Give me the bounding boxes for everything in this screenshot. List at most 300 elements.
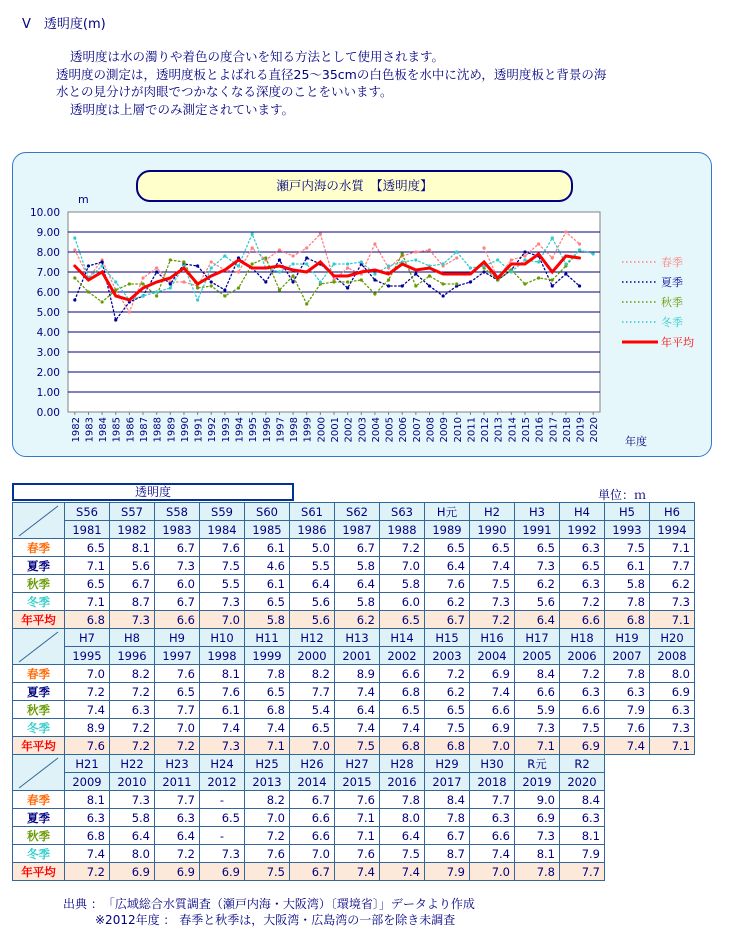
y-tick-label: 9.00 (36, 227, 60, 239)
data-point (223, 294, 226, 297)
value-cell: 7.6 (425, 575, 470, 593)
data-point (523, 254, 526, 257)
value-cell: 6.4 (380, 827, 425, 845)
table-row (13, 809, 605, 827)
year-header: 1985 (245, 521, 290, 539)
value-cell: 6.2 (425, 593, 470, 611)
value-cell: 7.2 (155, 845, 200, 863)
value-cell: 5.8 (605, 575, 650, 593)
year-header: 1995 (65, 647, 110, 665)
value-cell: 6.1 (245, 575, 290, 593)
value-cell: 7.5 (605, 539, 650, 557)
value-cell: 7.5 (560, 719, 605, 737)
table-row (13, 557, 695, 575)
value-cell: 6.4 (155, 827, 200, 845)
value-cell: 8.1 (200, 665, 245, 683)
data-point (414, 272, 417, 275)
source-note: 出典 ： 「広域総合水質調査（瀬戸内海・大阪湾）〔環境省〕」データより作成 (63, 897, 475, 911)
diagonal-line (17, 630, 60, 664)
description-line: 水との見分けが肉眼でつかなくなる深度のことをいいます。 (56, 84, 393, 99)
value-cell: 6.3 (560, 575, 605, 593)
row-label: 秋季 (13, 575, 65, 593)
value-cell: 6.9 (470, 665, 515, 683)
data-point (414, 250, 417, 253)
data-point (346, 280, 349, 283)
row-label: 冬季 (13, 719, 65, 737)
value-cell: 7.8 (425, 809, 470, 827)
era-header: H23 (155, 755, 200, 773)
data-point (319, 280, 322, 283)
era-header: H2 (470, 503, 515, 521)
value-cell: 6.9 (110, 863, 155, 881)
year-header: 1989 (425, 521, 470, 539)
data-point (278, 270, 281, 273)
survey-note: ※2012年度 ： 春季と秋季は，大阪湾・広島湾の一部を除き未調査 (95, 913, 456, 927)
value-cell: 7.9 (560, 845, 605, 863)
value-cell: 7.4 (380, 863, 425, 881)
row-label: 夏季 (13, 809, 65, 827)
y-tick-label: 3.00 (36, 347, 60, 359)
value-cell: 5.8 (245, 611, 290, 629)
value-cell: 6.2 (335, 611, 380, 629)
year-header: 1986 (290, 521, 335, 539)
value-cell: 7.1 (650, 611, 695, 629)
x-tick-label: 1992 (207, 417, 219, 443)
value-cell: 7.6 (335, 845, 380, 863)
x-tick-label: 2018 (561, 417, 573, 443)
era-header: H21 (65, 755, 110, 773)
data-point (101, 300, 104, 303)
row-label: 年平均 (13, 611, 65, 629)
value-cell: 7.6 (245, 845, 290, 863)
value-cell: 7.3 (515, 719, 560, 737)
value-cell: 7.2 (110, 719, 155, 737)
era-header: H22 (110, 755, 155, 773)
value-cell: 9.0 (515, 791, 560, 809)
era-header: H27 (335, 755, 380, 773)
value-cell: 7.8 (245, 665, 290, 683)
value-cell: 6.9 (515, 809, 560, 827)
year-header: 2003 (425, 647, 470, 665)
value-cell: 6.5 (200, 809, 245, 827)
value-cell: 7.4 (335, 719, 380, 737)
data-point (305, 302, 308, 305)
value-cell: 6.8 (425, 737, 470, 755)
value-cell: 7.5 (425, 719, 470, 737)
data-point (332, 280, 335, 283)
value-cell: 7.1 (650, 539, 695, 557)
x-tick-label: 2012 (480, 417, 492, 443)
data-point (360, 260, 363, 263)
data-point (237, 286, 240, 289)
data-point (305, 246, 308, 249)
value-cell: 7.1 (65, 593, 110, 611)
value-cell: 6.9 (560, 737, 605, 755)
value-cell: 7.4 (245, 719, 290, 737)
data-point (551, 256, 554, 259)
y-tick-label: 2.00 (36, 367, 60, 379)
data-point (592, 252, 595, 255)
data-point (523, 258, 526, 261)
value-cell: 6.0 (380, 593, 425, 611)
era-header: H28 (380, 755, 425, 773)
y-tick-label: 0.00 (36, 407, 60, 419)
value-cell: 7.1 (335, 809, 380, 827)
data-point (523, 250, 526, 253)
value-cell: 6.8 (65, 827, 110, 845)
value-cell: 5.5 (290, 557, 335, 575)
table-row (13, 629, 695, 647)
era-header: S59 (200, 503, 245, 521)
value-cell: 5.5 (200, 575, 245, 593)
x-tick-label: 2011 (466, 417, 478, 443)
x-tick-label: 1994 (234, 417, 246, 443)
data-point (469, 266, 472, 269)
value-cell: 7.8 (605, 593, 650, 611)
year-header: 2002 (380, 647, 425, 665)
value-cell: 6.6 (290, 809, 335, 827)
data-point (332, 262, 335, 265)
value-cell: 6.4 (515, 611, 560, 629)
value-cell: 7.4 (200, 719, 245, 737)
x-tick-label: 2002 (343, 417, 355, 443)
era-header: H14 (380, 629, 425, 647)
era-header: S61 (290, 503, 335, 521)
data-point (428, 248, 431, 251)
value-cell: 7.4 (470, 845, 515, 863)
x-tick-label: 2019 (575, 417, 587, 443)
value-cell: 8.7 (110, 593, 155, 611)
value-cell: 7.5 (245, 863, 290, 881)
row-label: 秋季 (13, 827, 65, 845)
value-cell: 7.2 (560, 665, 605, 683)
data-point (387, 284, 390, 287)
value-cell: 7.1 (65, 557, 110, 575)
value-cell: 5.6 (515, 593, 560, 611)
data-point (578, 248, 581, 251)
value-cell: 6.3 (65, 809, 110, 827)
data-point (182, 280, 185, 283)
y-tick-label: 7.00 (36, 267, 60, 279)
data-point (223, 254, 226, 257)
year-header: 1998 (200, 647, 245, 665)
value-cell: 7.0 (290, 737, 335, 755)
value-cell: 6.5 (245, 593, 290, 611)
value-cell: 7.3 (650, 719, 695, 737)
era-header: S60 (245, 503, 290, 521)
data-point (182, 260, 185, 263)
value-cell: 7.4 (380, 719, 425, 737)
description-line: 透明度は水の濁りや着色の度合いを知る方法として使用されます。 (70, 49, 445, 64)
value-cell: 7.2 (65, 683, 110, 701)
value-cell: 6.5 (380, 611, 425, 629)
value-cell: 6.3 (560, 539, 605, 557)
x-tick-label: 2014 (507, 417, 519, 443)
value-cell: 6.4 (335, 701, 380, 719)
value-cell: 6.3 (470, 809, 515, 827)
year-header: 1996 (110, 647, 155, 665)
value-cell: 6.3 (560, 809, 605, 827)
year-header: 2000 (290, 647, 335, 665)
value-cell: 7.5 (335, 737, 380, 755)
x-tick-label: 1988 (152, 417, 164, 443)
value-cell: 6.1 (245, 539, 290, 557)
value-cell: 7.0 (200, 611, 245, 629)
value-cell: 7.3 (200, 737, 245, 755)
data-point (373, 242, 376, 245)
row-label: 冬季 (13, 845, 65, 863)
year-header: 2007 (605, 647, 650, 665)
value-cell: 6.9 (155, 863, 200, 881)
value-cell: 8.2 (110, 665, 155, 683)
data-point (210, 284, 213, 287)
data-point (414, 284, 417, 287)
data-point (73, 298, 76, 301)
value-cell: 7.0 (65, 665, 110, 683)
value-cell: 4.6 (245, 557, 290, 575)
era-header: S63 (380, 503, 425, 521)
value-cell: 7.3 (155, 557, 200, 575)
era-header: H18 (560, 629, 605, 647)
table-corner-cell (13, 503, 65, 539)
table-corner-cell (13, 755, 65, 791)
data-table-block (12, 628, 695, 755)
value-cell: 6.5 (425, 539, 470, 557)
data-point (73, 276, 76, 279)
value-cell: 6.0 (155, 575, 200, 593)
value-cell: 6.7 (425, 611, 470, 629)
era-header: H17 (515, 629, 560, 647)
data-point (578, 242, 581, 245)
value-cell: 6.5 (380, 701, 425, 719)
data-point (278, 258, 281, 261)
data-point (169, 258, 172, 261)
value-cell: 7.1 (335, 827, 380, 845)
value-cell: - (200, 827, 245, 845)
value-cell: 6.5 (155, 683, 200, 701)
value-cell: 7.5 (380, 845, 425, 863)
value-cell: 7.2 (65, 863, 110, 881)
x-tick-label: 1982 (70, 417, 82, 443)
year-header: 2014 (290, 773, 335, 791)
era-header: R元 (515, 755, 560, 773)
value-cell: 6.2 (425, 683, 470, 701)
data-point (455, 282, 458, 285)
value-cell: 7.2 (560, 593, 605, 611)
value-cell: 6.9 (470, 719, 515, 737)
data-point (455, 256, 458, 259)
value-cell: 7.8 (515, 863, 560, 881)
year-header: 2011 (155, 773, 200, 791)
x-tick-label: 1991 (193, 417, 205, 443)
value-cell: 5.8 (335, 557, 380, 575)
value-cell: - (200, 791, 245, 809)
data-point (523, 282, 526, 285)
value-cell: 7.2 (155, 737, 200, 755)
data-point (442, 262, 445, 265)
year-header: 1997 (155, 647, 200, 665)
data-point (455, 250, 458, 253)
x-tick-label: 1999 (302, 417, 314, 443)
value-cell: 7.6 (65, 737, 110, 755)
value-cell: 6.7 (155, 539, 200, 557)
era-header: H29 (425, 755, 470, 773)
era-header: H26 (290, 755, 335, 773)
era-header: S56 (65, 503, 110, 521)
x-tick-label: 1996 (261, 417, 273, 443)
data-point (551, 236, 554, 239)
row-label: 春季 (13, 665, 65, 683)
value-cell: 7.3 (110, 611, 155, 629)
legend-label: 夏季 (661, 276, 683, 289)
value-cell: 6.7 (335, 539, 380, 557)
value-cell: 6.3 (650, 701, 695, 719)
value-cell: 7.7 (155, 791, 200, 809)
row-label: 冬季 (13, 593, 65, 611)
value-cell: 7.6 (200, 539, 245, 557)
year-header: 1990 (470, 521, 515, 539)
year-header: 1991 (515, 521, 560, 539)
data-point (210, 260, 213, 263)
x-tick-label: 2020 (589, 417, 601, 443)
value-cell: 8.0 (650, 665, 695, 683)
year-header: 2020 (560, 773, 605, 791)
data-point (223, 288, 226, 291)
value-cell: 7.0 (470, 737, 515, 755)
data-point (128, 282, 131, 285)
x-tick-label: 1989 (166, 417, 178, 443)
data-point (264, 256, 267, 259)
value-cell: 8.1 (65, 791, 110, 809)
x-tick-label: 2009 (439, 417, 451, 443)
data-point (101, 260, 104, 263)
x-tick-label: 1993 (220, 417, 232, 443)
era-header: H9 (155, 629, 200, 647)
era-header: H15 (425, 629, 470, 647)
value-cell: 7.7 (470, 791, 515, 809)
value-cell: 6.5 (470, 539, 515, 557)
value-cell: 7.7 (560, 863, 605, 881)
value-cell: 7.3 (200, 845, 245, 863)
value-cell: 5.0 (290, 539, 335, 557)
value-cell: 8.4 (515, 665, 560, 683)
value-cell: 7.0 (155, 719, 200, 737)
era-header: H13 (335, 629, 380, 647)
data-point (414, 258, 417, 261)
x-tick-label: 2008 (425, 417, 437, 443)
data-point (251, 262, 254, 265)
data-point (291, 280, 294, 283)
x-tick-label: 2007 (411, 417, 423, 443)
value-cell: 6.3 (110, 701, 155, 719)
value-cell: 6.8 (380, 737, 425, 755)
value-cell: 8.9 (65, 719, 110, 737)
description-line: 透明度の測定は，透明度板とよばれる直径25～35cmの白色板を水中に沈め，透明度板と背景の海 (56, 66, 607, 82)
data-point (251, 232, 254, 235)
row-label: 春季 (13, 791, 65, 809)
value-cell: 8.2 (290, 665, 335, 683)
value-cell: 7.2 (380, 539, 425, 557)
year-header: 2016 (380, 773, 425, 791)
year-header: 1993 (605, 521, 650, 539)
data-point (196, 286, 199, 289)
y-tick-label: 5.00 (36, 307, 60, 319)
year-header: 1982 (110, 521, 155, 539)
x-tick-label: 2010 (452, 417, 464, 443)
table-row (13, 827, 605, 845)
value-cell: 6.3 (560, 683, 605, 701)
data-point (387, 264, 390, 267)
legend-label: 秋季 (661, 296, 683, 309)
year-header: 2015 (335, 773, 380, 791)
data-point (578, 284, 581, 287)
x-tick-label: 1987 (139, 417, 151, 443)
value-cell: 7.0 (470, 863, 515, 881)
value-cell: 7.9 (425, 863, 470, 881)
value-cell: 5.6 (290, 593, 335, 611)
table-title: 透明度 (12, 483, 294, 501)
value-cell: 8.0 (110, 845, 155, 863)
data-point (346, 262, 349, 265)
x-tick-label: 1983 (84, 417, 96, 443)
value-cell: 6.8 (605, 611, 650, 629)
table-row (13, 773, 605, 791)
year-header: 2013 (245, 773, 290, 791)
value-cell: 7.2 (110, 683, 155, 701)
era-header: H12 (290, 629, 335, 647)
data-table-block (12, 754, 605, 881)
value-cell: 7.3 (515, 827, 560, 845)
data-point (401, 284, 404, 287)
data-point (155, 290, 158, 293)
value-cell: 5.9 (515, 701, 560, 719)
x-tick-label: 2016 (534, 417, 546, 443)
year-header: 2010 (110, 773, 155, 791)
value-cell: 7.9 (605, 701, 650, 719)
x-axis-label: 年度 (625, 435, 647, 448)
data-point (264, 280, 267, 283)
value-cell: 8.1 (515, 845, 560, 863)
x-tick-label: 1984 (98, 417, 110, 443)
value-cell: 6.7 (110, 575, 155, 593)
table-row (13, 647, 695, 665)
data-point (442, 282, 445, 285)
value-cell: 6.6 (380, 665, 425, 683)
value-cell: 6.6 (290, 827, 335, 845)
value-cell: 7.3 (110, 791, 155, 809)
year-header: 2004 (470, 647, 515, 665)
value-cell: 7.4 (470, 683, 515, 701)
value-cell: 7.6 (605, 719, 650, 737)
value-cell: 7.5 (200, 557, 245, 575)
value-cell: 6.3 (155, 809, 200, 827)
legend-label: 冬季 (661, 316, 683, 329)
x-tick-label: 1997 (275, 417, 287, 443)
data-point (210, 280, 213, 283)
era-header: H20 (650, 629, 695, 647)
era-header: S57 (110, 503, 155, 521)
value-cell: 7.4 (65, 845, 110, 863)
era-header: H16 (470, 629, 515, 647)
value-cell: 6.4 (290, 575, 335, 593)
era-header: H10 (200, 629, 245, 647)
value-cell: 5.8 (380, 575, 425, 593)
value-cell: 7.0 (380, 557, 425, 575)
data-point (401, 252, 404, 255)
value-cell: 6.7 (155, 593, 200, 611)
value-cell: 7.8 (605, 665, 650, 683)
value-cell: 6.6 (470, 827, 515, 845)
